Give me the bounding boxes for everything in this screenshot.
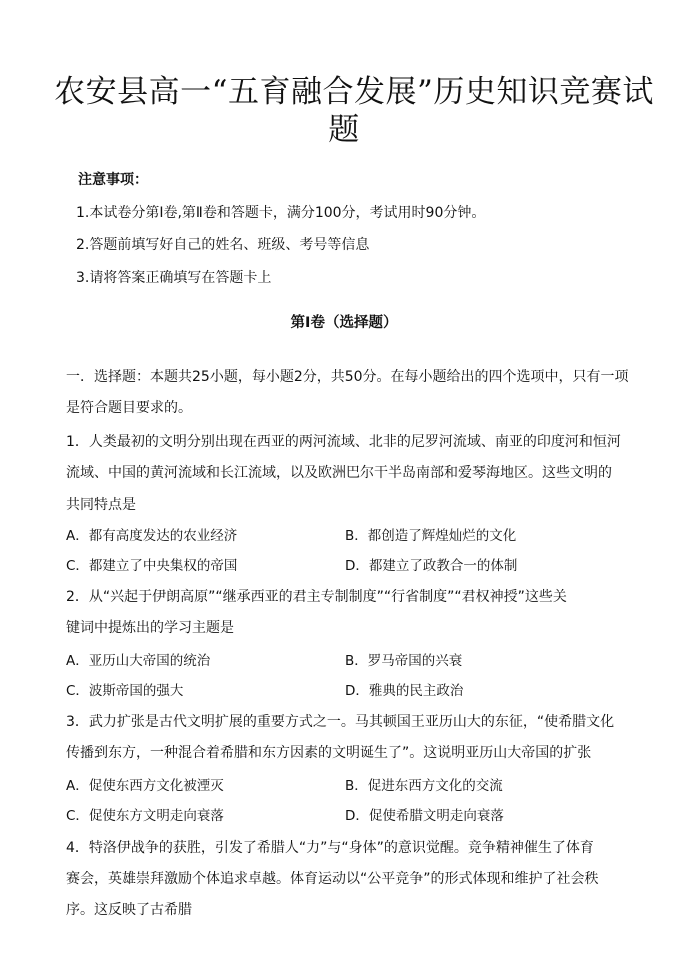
question-1-option-a: A．都有高度发达的农业经济: [66, 528, 238, 544]
question-4-stem-line-2: 赛会，英雄崇拜激励个体追求卓越。体育运动以“公平竞争”的形式体现和维护了社会秩: [66, 871, 599, 887]
question-4-stem-line-3: 序。这反映了古希腊: [66, 902, 192, 918]
question-3-option-d: D．促使希腊文明走向衰落: [345, 808, 504, 824]
question-2-option-a: A．亚历山大帝国的统治: [66, 653, 211, 669]
question-3-option-c: C．促使东方文明走向衰落: [66, 808, 224, 824]
notice-item-1: 1.本试卷分第Ⅰ卷,第Ⅱ卷和答题卡，满分100分，考试用时90分钟。: [76, 205, 486, 221]
question-3-option-a: A．促使东西方文化被湮灭: [66, 778, 224, 794]
question-2-stem-line-2: 键词中提炼出的学习主题是: [66, 620, 234, 636]
notice-heading: 注意事项：: [78, 172, 148, 188]
exam-title-line-2: 题: [328, 112, 360, 148]
question-1-option-c: C．都建立了中央集权的帝国: [66, 558, 238, 574]
section-title: 第Ⅰ卷（选择题）: [290, 315, 398, 331]
question-2-option-b: B．罗马帝国的兴衰: [345, 653, 463, 669]
question-3-option-b: B．促进东西方文化的交流: [345, 778, 503, 794]
question-3-stem-line-1: 3．武力扩张是古代文明扩展的重要方式之一。马其顿国王亚历山大的东征，“使希腊文化: [66, 714, 615, 730]
question-4-stem-line-1: 4．特洛伊战争的获胜，引发了希腊人“力”与“身体”的意识觉醒。竞争精神催生了体育: [66, 840, 594, 856]
question-2-option-c: C．波斯帝国的强大: [66, 683, 184, 699]
question-1-option-d: D．都建立了政教合一的体制: [345, 558, 518, 574]
notice-item-2: 2.答题前填写好自己的姓名、班级、考号等信息: [76, 237, 370, 253]
notice-item-3: 3.请将答案正确填写在答题卡上: [76, 270, 272, 286]
exam-title-line-1: 农安县高一“五育融合发展”历史知识竞赛试: [54, 74, 654, 110]
question-1-stem-line-2: 流域、中国的黄河流域和长江流域，以及欧洲巴尔干半岛南部和爱琴海地区。这些文明的: [66, 465, 612, 481]
instructions-line-1: 一．选择题：本题共25小题，每小题2分，共50分。在每小题给出的四个选项中，只有一项: [66, 369, 629, 385]
question-2-option-d: D．雅典的民主政治: [345, 683, 464, 699]
question-2-stem-line-1: 2．从“兴起于伊朗高原”“继承西亚的君主专制制度”“行省制度”“君权神授”这些关: [66, 589, 567, 605]
instructions-line-2: 是符合题目要求的。: [66, 400, 192, 416]
question-3-stem-line-2: 传播到东方，一种混合着希腊和东方因素的文明诞生了”。这说明亚历山大帝国的扩张: [66, 745, 592, 761]
question-1-stem-line-1: 1．人类最初的文明分别出现在西亚的两河流域、北非的尼罗河流域、南亚的印度河和恒河: [66, 434, 621, 450]
question-1-option-b: B．都创造了辉煌灿烂的文化: [345, 528, 517, 544]
question-1-stem-line-3: 共同特点是: [66, 497, 136, 513]
